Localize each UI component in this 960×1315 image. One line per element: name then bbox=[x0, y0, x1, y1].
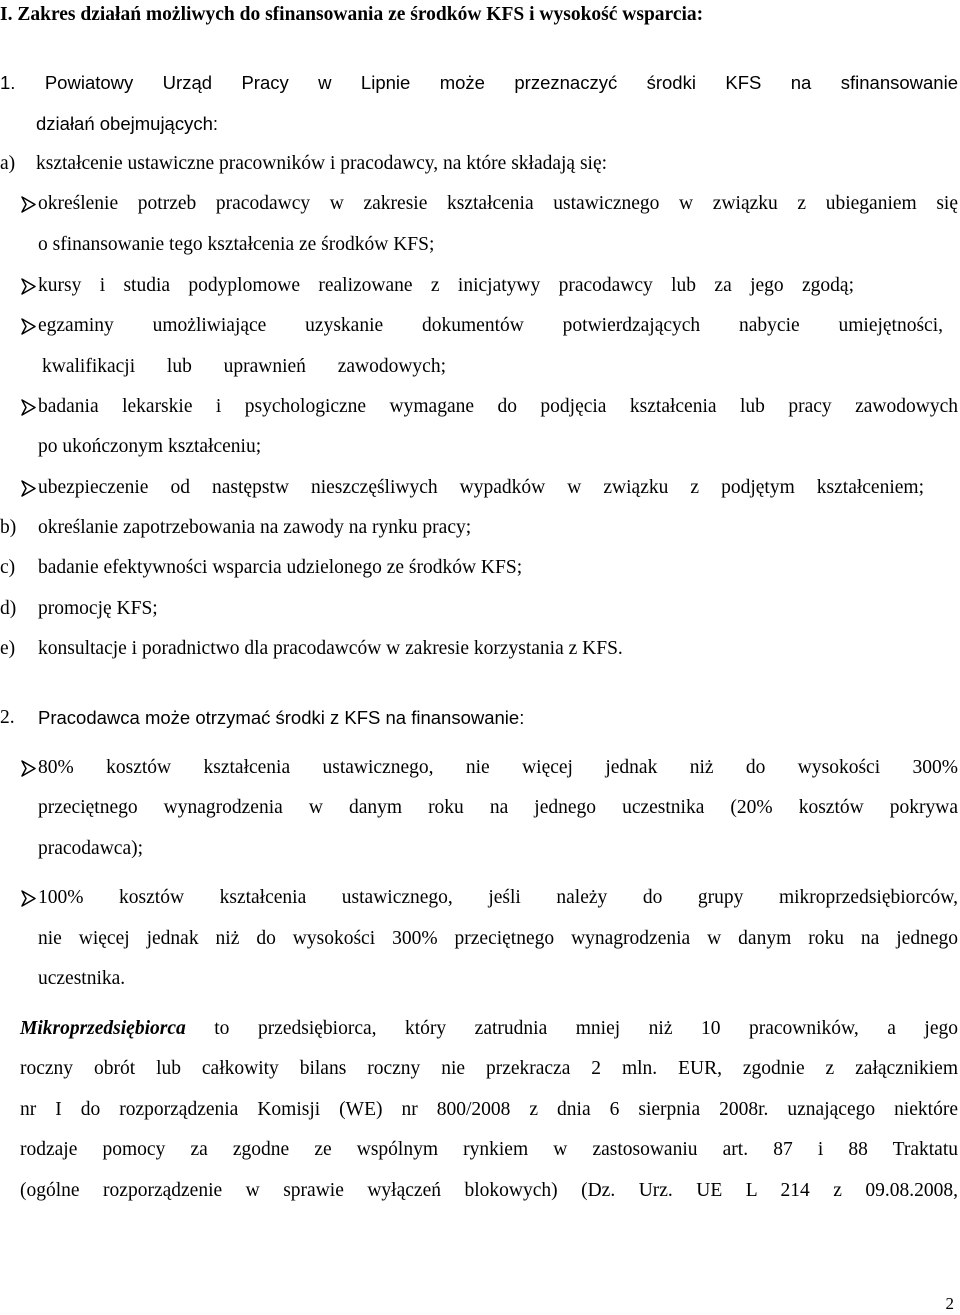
item-e-label: e) bbox=[0, 638, 16, 659]
arrow-bullet-icon bbox=[21, 760, 36, 777]
section-heading: I. Zakres działań możliwych do sfinansowania ze środków KFS i wysokość wsparcia: bbox=[0, 4, 704, 25]
definition-line-1-rest: to przedsiębiorca, który zatrudnia mniej niż 10 pracowników, a jego bbox=[185, 1018, 958, 1039]
bullet-4-line-2: po ukończonym kształceniu; bbox=[38, 436, 262, 457]
definition-line-4: rodzaje pomocy za zgodne ze wspólnym rynkiem w zastosowaniu art. 87 i 88 Traktatu bbox=[20, 1139, 958, 1160]
arrow-bullet-icon bbox=[21, 278, 36, 295]
bullet-1-line-1: określenie potrzeb pracodawcy w zakresie kształcenia ustawicznego w związku z ubieganiem się bbox=[38, 193, 958, 214]
arrow-bullet-icon bbox=[21, 480, 36, 497]
definition-line-1 bbox=[20, 1018, 958, 1040]
funding-100-line-2: nie więcej jednak niż do wysokości 300% przeciętnego wynagrodzenia w danym roku na jednego bbox=[38, 928, 958, 949]
arrow-bullet-icon bbox=[21, 399, 36, 416]
item-c-text: badanie efektywności wsparcia udzielonego ze środków KFS; bbox=[38, 557, 523, 578]
definition-line-2: roczny obrót lub całkowity bilans roczny nie przekracza 2 mln. EUR, zgodnie z załącznikiem bbox=[20, 1058, 958, 1079]
item-b-text: określanie zapotrzebowania na zawody na rynku pracy; bbox=[38, 517, 472, 538]
section-1-line-1: 1. Powiatowy Urząd Pracy w Lipnie może przeznaczyć środki KFS na sfinansowanie bbox=[0, 72, 958, 93]
funding-100-line-3: uczestnika. bbox=[38, 968, 126, 989]
item-a-text: kształcenie ustawiczne pracowników i pracodawcy, na które składają się: bbox=[36, 153, 608, 174]
page-number: 2 bbox=[945, 1294, 954, 1313]
bullet-1-line-2: o sfinansowanie tego kształcenia ze środków KFS; bbox=[38, 234, 435, 255]
arrow-bullet-icon bbox=[21, 890, 36, 907]
bullet-4-line-1: badania lekarskie i psychologiczne wymagane do podjęcia kształcenia lub pracy zawodowych bbox=[38, 396, 958, 417]
item-b-label: b) bbox=[0, 517, 17, 538]
bullet-3-line-2: kwalifikacji lub uprawnień zawodowych; bbox=[42, 356, 446, 377]
definition-line-5: (ogólne rozporządzenie w sprawie wyłączeń blokowych) (Dz. Urz. UE L 214 z 09.08.2008, bbox=[20, 1180, 958, 1201]
item-d-label: d) bbox=[0, 598, 17, 619]
bullet-3-line-1: egzaminy umożliwiające uzyskanie dokumentów potwierdzających nabycie umiejętności, bbox=[38, 315, 943, 336]
item-c-label: c) bbox=[0, 557, 16, 578]
item-e-text: konsultacje i poradnictwo dla pracodawców w zakresie korzystania z KFS. bbox=[38, 638, 623, 659]
bullet-2-line-1: kursy i studia podyplomowe realizowane z inicjatywy pracodawcy lub za jego zgodą; bbox=[38, 275, 854, 296]
funding-80-line-2: przeciętnego wynagrodzenia w danym roku na jednego uczestnika (20% kosztów pokrywa bbox=[38, 797, 958, 818]
funding-100-line-1: 100% kosztów kształcenia ustawicznego, jeśli należy do grupy mikroprzedsiębiorców, bbox=[38, 887, 958, 908]
funding-80-line-3: pracodawca); bbox=[38, 838, 144, 859]
definition-line-3: nr I do rozporządzenia Komisji (WE) nr 800/2008 z dnia 6 sierpnia 2008r. uznającego niektóre bbox=[20, 1099, 958, 1120]
definition-term: Mikroprzedsiębiorca bbox=[20, 1018, 186, 1039]
section-2-text: Pracodawca może otrzymać środki z KFS na finansowanie: bbox=[38, 707, 525, 728]
arrow-bullet-icon bbox=[21, 318, 36, 335]
arrow-bullet-icon bbox=[21, 196, 36, 213]
section-1-line-2: działań obejmujących: bbox=[36, 113, 219, 134]
item-a-label: a) bbox=[0, 153, 16, 174]
item-d-text: promocję KFS; bbox=[38, 598, 158, 619]
funding-80-line-1: 80% kosztów kształcenia ustawicznego, nie więcej jednak niż do wysokości 300% bbox=[38, 757, 958, 778]
section-2-label: 2. bbox=[0, 707, 15, 728]
bullet-5-line-1: ubezpieczenie od następstw nieszczęśliwych wypadków w związku z podjętym kształceniem; bbox=[38, 477, 924, 498]
